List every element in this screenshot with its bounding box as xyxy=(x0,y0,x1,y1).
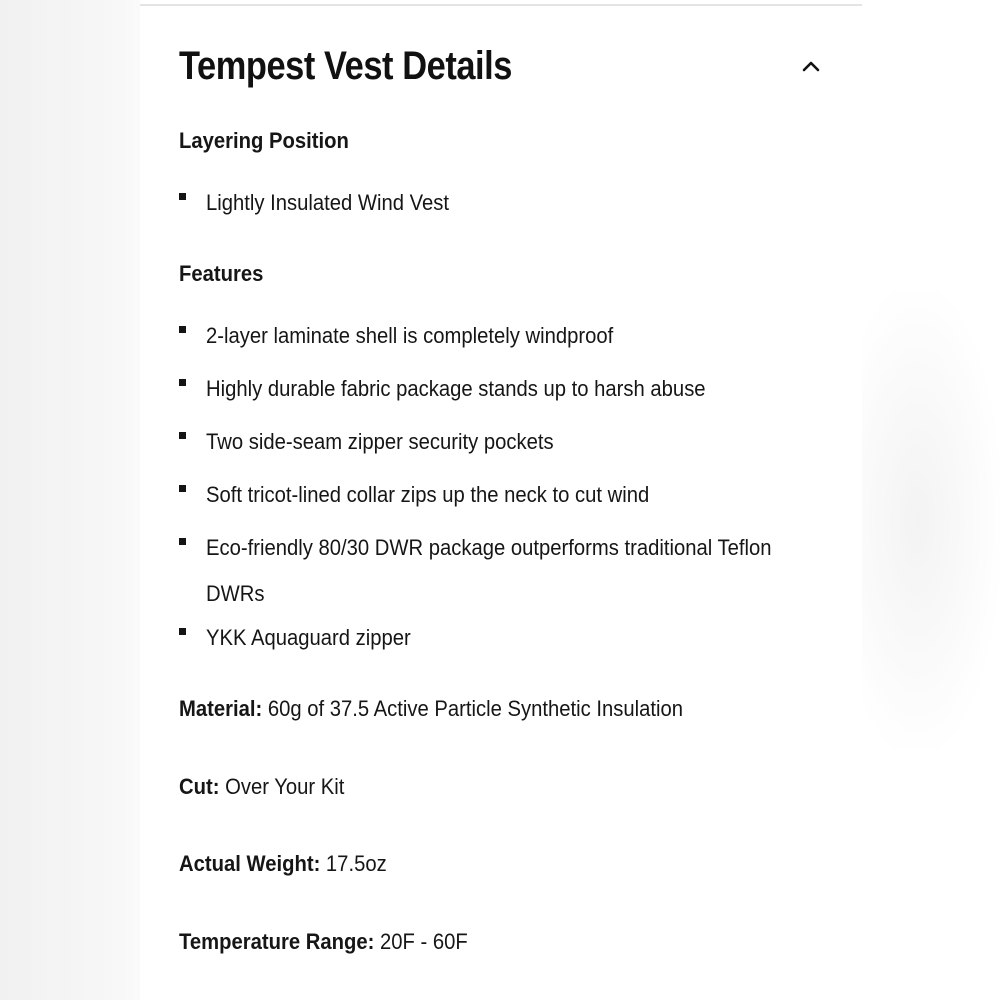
divider xyxy=(140,4,862,6)
list-item-text: Lightly Insulated Wind Vest xyxy=(206,190,450,215)
layering-position-heading: Layering Position xyxy=(179,128,349,153)
spec-value: 17.5oz xyxy=(320,851,387,876)
square-bullet-icon xyxy=(179,379,186,386)
list-item-text: 2-layer laminate shell is completely windproof xyxy=(206,323,614,348)
temperature-range-spec xyxy=(179,927,468,957)
square-bullet-icon xyxy=(179,538,186,545)
cut-spec xyxy=(179,772,344,802)
weight-spec xyxy=(179,849,387,879)
list-item-text: Two side-seam zipper security pockets xyxy=(206,429,554,454)
spec-label: Cut: xyxy=(179,774,220,799)
square-bullet-icon xyxy=(179,193,186,200)
spec-value: Over Your Kit xyxy=(219,774,345,799)
details-title: Tempest Vest Details xyxy=(179,44,513,88)
spec-label: Material: xyxy=(179,696,263,721)
page-background-left xyxy=(0,0,140,1000)
material-spec xyxy=(179,694,683,724)
background-shadow xyxy=(862,290,1000,750)
list-item-text: Eco-friendly 80/30 DWR package outperforms traditional Teflon DWRs xyxy=(206,535,772,606)
spec-value: 60g of 37.5 Active Particle Synthetic Insulation xyxy=(262,696,684,721)
spec-label: Actual Weight: xyxy=(179,851,321,876)
square-bullet-icon xyxy=(179,485,186,492)
list-item-text: Highly durable fabric package stands up to harsh abuse xyxy=(206,376,706,401)
chevron-up-icon[interactable] xyxy=(801,56,821,76)
details-panel xyxy=(140,0,862,1000)
square-bullet-icon xyxy=(179,628,186,635)
list-item-text: YKK Aquaguard zipper xyxy=(206,625,411,650)
spec-value: 20F - 60F xyxy=(374,929,468,954)
square-bullet-icon xyxy=(179,326,186,333)
list-item-text: Soft tricot-lined collar zips up the neck to cut wind xyxy=(206,482,650,507)
features-heading: Features xyxy=(179,261,264,286)
square-bullet-icon xyxy=(179,432,186,439)
spec-label: Temperature Range: xyxy=(179,929,375,954)
details-accordion-header[interactable] xyxy=(140,30,862,104)
